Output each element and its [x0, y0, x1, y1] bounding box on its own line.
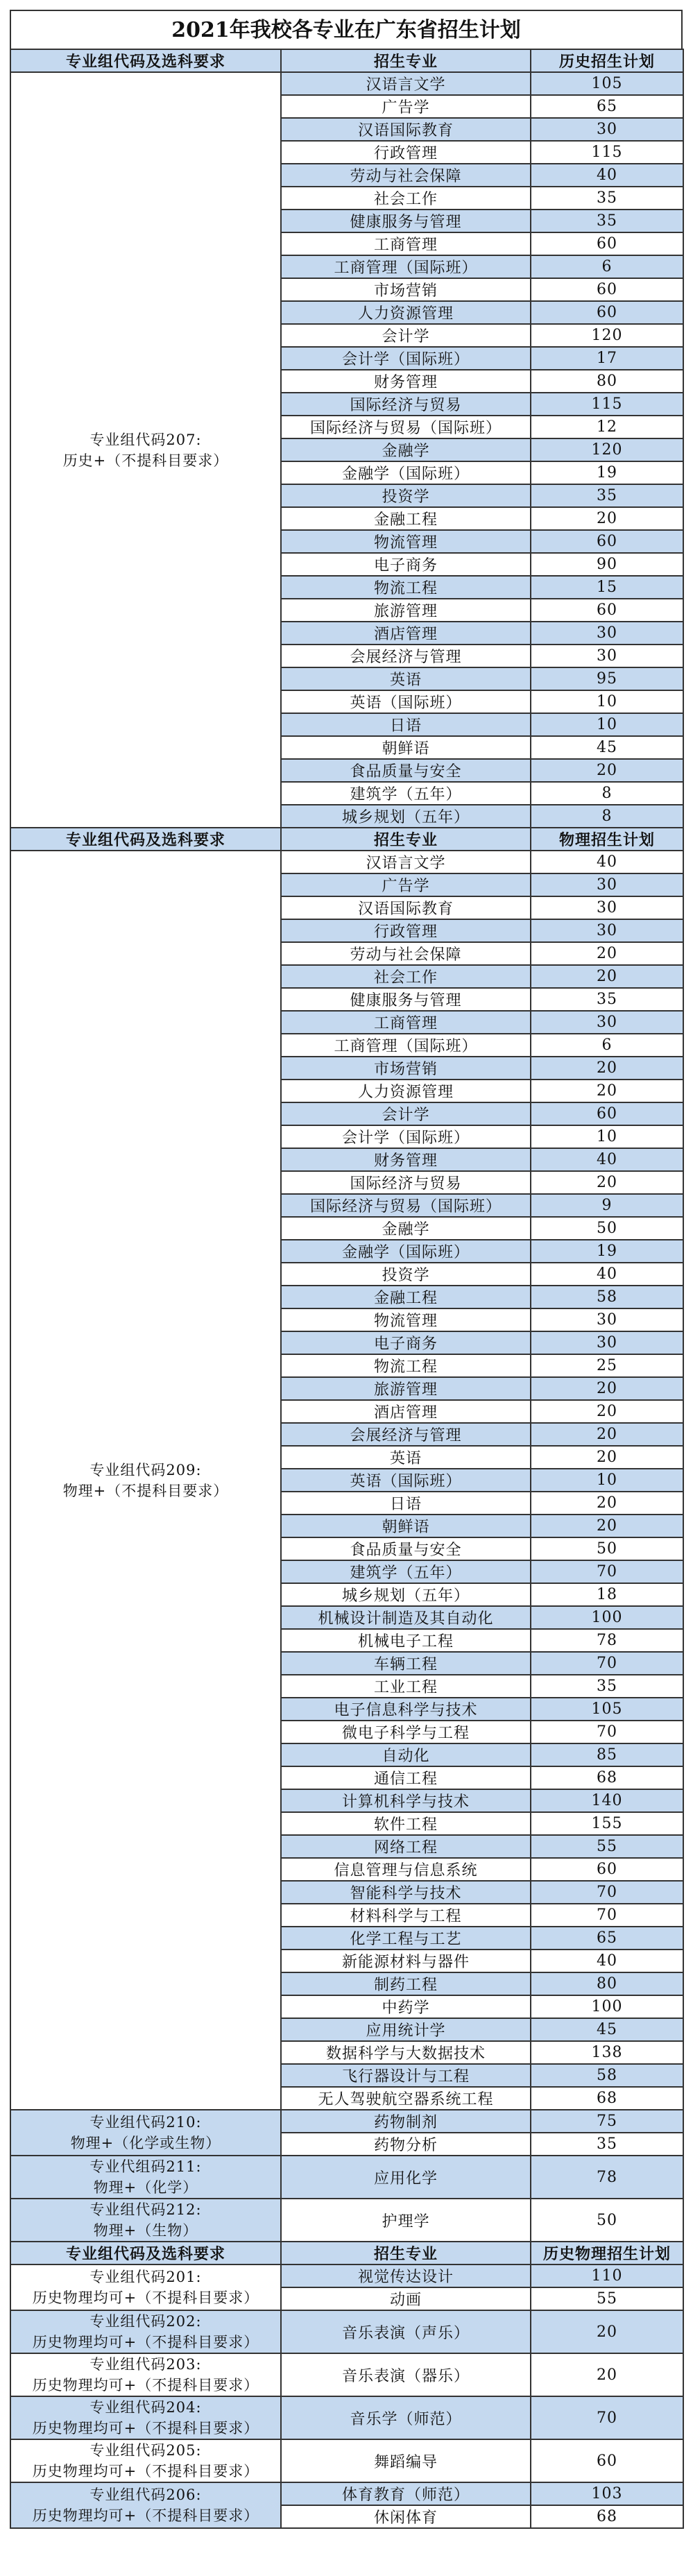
group-code-cell: [10, 2353, 281, 2396]
plan-count-cell: 105: [531, 1698, 683, 1721]
subject-requirement-label: 历史+（不提科目要求）: [62, 452, 229, 469]
major-name-cell: 建筑学（五年）: [281, 1560, 531, 1583]
major-name-cell: 金融工程: [281, 1286, 531, 1308]
major-name-cell: 会展经济与管理: [281, 645, 531, 667]
section-header-row: [10, 828, 683, 851]
plan-count-cell: 55: [531, 1835, 683, 1858]
major-name-cell: 应用统计学: [281, 2018, 531, 2041]
major-name-cell: 社会工作: [281, 965, 531, 988]
major-name-cell: 朝鲜语: [281, 736, 531, 759]
plan-count-cell: 35: [531, 1675, 683, 1698]
plan-column-header: 历史招生计划: [531, 49, 683, 72]
plan-count-cell: 55: [531, 2287, 683, 2310]
major-name-cell: 汉语国际教育: [281, 896, 531, 919]
plan-count-cell: 10: [531, 713, 683, 736]
plan-count-cell: 60: [531, 1102, 683, 1125]
group-code-label: 专业组代码212:: [89, 2201, 202, 2218]
major-name-cell: 广告学: [281, 95, 531, 118]
plan-count-cell: 50: [531, 2199, 683, 2242]
plan-count-cell: 25: [531, 1354, 683, 1377]
major-name-cell: 飞行器设计与工程: [281, 2064, 531, 2087]
major-name-cell: 财务管理: [281, 370, 531, 393]
major-name-cell: 电子商务: [281, 1331, 531, 1354]
plan-count-cell: 140: [531, 1789, 683, 1812]
major-name-cell: 英语（国际班）: [281, 1469, 531, 1492]
plan-count-cell: 70: [531, 1652, 683, 1675]
plan-count-cell: 20: [531, 1171, 683, 1194]
major-name-cell: 健康服务与管理: [281, 988, 531, 1011]
group-code-label: 专业组代码203:: [89, 2356, 202, 2373]
major-name-cell: 工商管理: [281, 232, 531, 255]
plan-count-cell: 20: [531, 1057, 683, 1080]
plan-count-cell: 30: [531, 896, 683, 919]
plan-count-cell: 50: [531, 1217, 683, 1240]
major-name-cell: 物流工程: [281, 1354, 531, 1377]
major-name-cell: 音乐学（师范）: [281, 2396, 531, 2439]
subject-requirement-label: 物理+（不提科目要求）: [62, 1482, 229, 1499]
table-row: [10, 72, 683, 95]
major-name-cell: 护理学: [281, 2199, 531, 2242]
plan-count-cell: 75: [531, 2110, 683, 2133]
plan-count-cell: 30: [531, 919, 683, 942]
plan-count-cell: 120: [531, 438, 683, 461]
plan-count-cell: 65: [531, 1927, 683, 1950]
major-name-cell: 会计学（国际班）: [281, 1125, 531, 1148]
major-name-cell: 计算机科学与技术: [281, 1789, 531, 1812]
major-name-cell: 化学工程与工艺: [281, 1927, 531, 1950]
major-name-cell: 旅游管理: [281, 599, 531, 622]
plan-count-cell: 35: [531, 2133, 683, 2156]
plan-count-cell: 100: [531, 1995, 683, 2018]
major-name-cell: 金融工程: [281, 507, 531, 530]
plan-count-cell: 35: [531, 484, 683, 507]
major-name-cell: 英语（国际班）: [281, 690, 531, 713]
major-name-cell: 药物制剂: [281, 2110, 531, 2133]
major-name-cell: 酒店管理: [281, 1400, 531, 1423]
major-name-cell: 工商管理: [281, 1011, 531, 1034]
plan-count-cell: 20: [531, 1492, 683, 1515]
major-column-header: 招生专业: [281, 49, 531, 72]
admission-plan-document: [10, 10, 683, 2529]
group-code-cell: [10, 2110, 281, 2156]
major-name-cell: 金融学: [281, 438, 531, 461]
plan-count-cell: 115: [531, 393, 683, 416]
major-name-cell: 人力资源管理: [281, 301, 531, 324]
plan-count-cell: 20: [531, 1400, 683, 1423]
major-name-cell: 网络工程: [281, 1835, 531, 1858]
plan-count-cell: 9: [531, 1194, 683, 1217]
plan-count-cell: 20: [531, 965, 683, 988]
plan-count-cell: 40: [531, 1148, 683, 1171]
major-name-cell: 视觉传达设计: [281, 2264, 531, 2287]
plan-count-cell: 103: [531, 2482, 683, 2505]
major-name-cell: 中药学: [281, 1995, 531, 2018]
table-row: [10, 2482, 683, 2505]
group-code-cell: [10, 2264, 281, 2310]
major-name-cell: 机械电子工程: [281, 1629, 531, 1652]
major-name-cell: 物流工程: [281, 576, 531, 599]
section-header-row: [10, 49, 683, 72]
major-name-cell: 自动化: [281, 1743, 531, 1766]
plan-count-cell: 6: [531, 1034, 683, 1057]
plan-count-cell: 30: [531, 1308, 683, 1331]
group-code-label: 专业组代码209:: [89, 1461, 202, 1478]
plan-count-cell: 20: [531, 507, 683, 530]
major-name-cell: 食品质量与安全: [281, 759, 531, 782]
major-name-cell: 酒店管理: [281, 622, 531, 645]
admission-plan-table: [10, 49, 684, 2529]
plan-count-cell: 15: [531, 576, 683, 599]
major-name-cell: 制药工程: [281, 1972, 531, 1995]
group-code-label: 专业代组码211:: [89, 2158, 202, 2175]
plan-count-cell: 60: [531, 301, 683, 324]
plan-count-cell: 60: [531, 530, 683, 553]
plan-count-cell: 20: [531, 1377, 683, 1400]
group-code-cell: [10, 2439, 281, 2482]
plan-count-cell: 80: [531, 370, 683, 393]
major-name-cell: 城乡规划（五年）: [281, 1583, 531, 1606]
plan-count-cell: 35: [531, 210, 683, 232]
major-name-cell: 电子商务: [281, 553, 531, 576]
plan-count-cell: 40: [531, 164, 683, 187]
major-name-cell: 材料科学与工程: [281, 1904, 531, 1927]
plan-count-cell: 40: [531, 851, 683, 873]
major-name-cell: 汉语国际教育: [281, 118, 531, 141]
table-row: [10, 2264, 683, 2287]
plan-column-header: 历史物理招生计划: [531, 2242, 683, 2264]
plan-count-cell: 105: [531, 72, 683, 95]
plan-count-cell: 19: [531, 461, 683, 484]
plan-count-cell: 10: [531, 1469, 683, 1492]
plan-count-cell: 90: [531, 553, 683, 576]
group-code-cell: [10, 2156, 281, 2199]
major-name-cell: 舞蹈编导: [281, 2439, 531, 2482]
table-row: [10, 2156, 683, 2199]
plan-count-cell: 30: [531, 645, 683, 667]
major-name-cell: 会展经济与管理: [281, 1423, 531, 1446]
major-name-cell: 物流管理: [281, 1308, 531, 1331]
group-code-label: 专业组代码210:: [89, 2114, 202, 2131]
plan-count-cell: 6: [531, 255, 683, 278]
major-name-cell: 健康服务与管理: [281, 210, 531, 232]
plan-count-cell: 10: [531, 1125, 683, 1148]
plan-count-cell: 80: [531, 1972, 683, 1995]
group-code-label: 专业组代码204:: [89, 2399, 202, 2416]
plan-count-cell: 40: [531, 1263, 683, 1286]
major-name-cell: 国际经济与贸易（国际班）: [281, 1194, 531, 1217]
plan-count-cell: 100: [531, 1606, 683, 1629]
plan-count-cell: 65: [531, 95, 683, 118]
plan-count-cell: 20: [531, 1515, 683, 1537]
group-code-cell: [10, 2396, 281, 2439]
major-name-cell: 汉语言文学: [281, 851, 531, 873]
plan-count-cell: 58: [531, 1286, 683, 1308]
subject-requirement-label: 历史物理均可+（不提科目要求）: [32, 2507, 259, 2524]
plan-count-cell: 60: [531, 278, 683, 301]
major-name-cell: 体育教育（师范）: [281, 2482, 531, 2505]
major-name-cell: 智能科学与技术: [281, 1881, 531, 1904]
plan-count-cell: 20: [531, 2310, 683, 2353]
major-name-cell: 信息管理与信息系统: [281, 1858, 531, 1881]
document-title: 2021年我校各专业在广东省招生计划: [10, 10, 683, 49]
major-name-cell: 车辆工程: [281, 1652, 531, 1675]
major-name-cell: 国际经济与贸易（国际班）: [281, 416, 531, 438]
plan-count-cell: 85: [531, 1743, 683, 1766]
plan-count-cell: 70: [531, 1904, 683, 1927]
plan-count-cell: 70: [531, 1881, 683, 1904]
major-name-cell: 劳动与社会保障: [281, 164, 531, 187]
major-name-cell: 动画: [281, 2287, 531, 2310]
plan-count-cell: 60: [531, 2439, 683, 2482]
group-code-label: 专业组代码201:: [89, 2269, 202, 2285]
major-name-cell: 金融学（国际班）: [281, 1240, 531, 1263]
subject-requirement-label: 历史物理均可+（不提科目要求）: [32, 2334, 259, 2351]
group-column-header: 专业组代码及选科要求: [10, 2242, 281, 2264]
plan-count-cell: 30: [531, 873, 683, 896]
major-name-cell: 建筑学（五年）: [281, 782, 531, 805]
major-name-cell: 工商管理（国际班）: [281, 255, 531, 278]
plan-column-header: 物理招生计划: [531, 828, 683, 851]
plan-count-cell: 35: [531, 988, 683, 1011]
major-name-cell: 市场营销: [281, 278, 531, 301]
table-row: [10, 2396, 683, 2439]
table-row: [10, 2439, 683, 2482]
plan-count-cell: 155: [531, 1812, 683, 1835]
major-name-cell: 会计学: [281, 324, 531, 347]
major-name-cell: 会计学（国际班）: [281, 347, 531, 370]
plan-count-cell: 30: [531, 622, 683, 645]
plan-count-cell: 95: [531, 667, 683, 690]
plan-count-cell: 30: [531, 1011, 683, 1034]
plan-count-cell: 60: [531, 1858, 683, 1881]
major-name-cell: 通信工程: [281, 1766, 531, 1789]
plan-count-cell: 40: [531, 1950, 683, 1972]
major-name-cell: 会计学: [281, 1102, 531, 1125]
table-row: [10, 2110, 683, 2133]
plan-count-cell: 35: [531, 187, 683, 210]
major-name-cell: 行政管理: [281, 919, 531, 942]
major-name-cell: 电子信息科学与技术: [281, 1698, 531, 1721]
major-name-cell: 药物分析: [281, 2133, 531, 2156]
group-code-cell: [10, 2310, 281, 2353]
group-code-cell: [10, 2482, 281, 2528]
major-name-cell: 日语: [281, 1492, 531, 1515]
plan-count-cell: 8: [531, 805, 683, 828]
group-code-label: 专业组代码207:: [89, 431, 202, 448]
subject-requirement-label: 历史物理均可+（不提科目要求）: [32, 2289, 259, 2306]
plan-count-cell: 78: [531, 1629, 683, 1652]
major-name-cell: 软件工程: [281, 1812, 531, 1835]
group-code-label: 专业组代码202:: [89, 2313, 202, 2330]
major-name-cell: 工商管理（国际班）: [281, 1034, 531, 1057]
plan-count-cell: 17: [531, 347, 683, 370]
major-name-cell: 物流管理: [281, 530, 531, 553]
group-code-cell: [10, 72, 281, 828]
plan-count-cell: 60: [531, 232, 683, 255]
plan-count-cell: 12: [531, 416, 683, 438]
major-name-cell: 劳动与社会保障: [281, 942, 531, 965]
plan-count-cell: 68: [531, 1766, 683, 1789]
plan-count-cell: 30: [531, 118, 683, 141]
table-row: [10, 2199, 683, 2242]
major-name-cell: 日语: [281, 713, 531, 736]
major-name-cell: 食品质量与安全: [281, 1537, 531, 1560]
table-row: [10, 851, 683, 873]
major-name-cell: 微电子科学与工程: [281, 1721, 531, 1743]
group-column-header: 专业组代码及选科要求: [10, 49, 281, 72]
major-name-cell: 广告学: [281, 873, 531, 896]
major-name-cell: 机械设计制造及其自动化: [281, 1606, 531, 1629]
major-name-cell: 数据科学与大数据技术: [281, 2041, 531, 2064]
table-row: [10, 2353, 683, 2396]
major-name-cell: 国际经济与贸易: [281, 393, 531, 416]
plan-count-cell: 45: [531, 736, 683, 759]
table-row: [10, 2310, 683, 2353]
major-name-cell: 音乐表演（器乐）: [281, 2353, 531, 2396]
group-code-cell: [10, 2199, 281, 2242]
major-name-cell: 休闲体育: [281, 2505, 531, 2528]
subject-requirement-label: 历史物理均可+（不提科目要求）: [32, 2420, 259, 2437]
group-code-label: 专业组代码206:: [89, 2487, 202, 2503]
major-name-cell: 社会工作: [281, 187, 531, 210]
major-name-cell: 汉语言文学: [281, 72, 531, 95]
major-name-cell: 财务管理: [281, 1148, 531, 1171]
major-name-cell: 投资学: [281, 1263, 531, 1286]
major-name-cell: 市场营销: [281, 1057, 531, 1080]
major-name-cell: 英语: [281, 667, 531, 690]
plan-count-cell: 50: [531, 1537, 683, 1560]
major-name-cell: 新能源材料与器件: [281, 1950, 531, 1972]
plan-count-cell: 58: [531, 2064, 683, 2087]
plan-count-cell: 110: [531, 2264, 683, 2287]
major-name-cell: 投资学: [281, 484, 531, 507]
plan-count-cell: 60: [531, 599, 683, 622]
major-name-cell: 旅游管理: [281, 1377, 531, 1400]
major-column-header: 招生专业: [281, 2242, 531, 2264]
major-name-cell: 国际经济与贸易: [281, 1171, 531, 1194]
plan-count-cell: 120: [531, 324, 683, 347]
major-name-cell: 音乐表演（声乐）: [281, 2310, 531, 2353]
major-name-cell: 应用化学: [281, 2156, 531, 2199]
major-name-cell: 英语: [281, 1446, 531, 1469]
plan-count-cell: 10: [531, 690, 683, 713]
plan-count-cell: 115: [531, 141, 683, 164]
group-code-label: 专业组代码205:: [89, 2442, 202, 2459]
subject-requirement-label: 物理+（生物）: [93, 2222, 198, 2239]
plan-count-cell: 20: [531, 759, 683, 782]
plan-count-cell: 70: [531, 1560, 683, 1583]
subject-requirement-label: 历史物理均可+（不提科目要求）: [32, 2377, 259, 2394]
plan-count-cell: 18: [531, 1583, 683, 1606]
plan-count-cell: 19: [531, 1240, 683, 1263]
major-name-cell: 人力资源管理: [281, 1080, 531, 1102]
major-name-cell: 金融学（国际班）: [281, 461, 531, 484]
plan-count-cell: 20: [531, 2353, 683, 2396]
plan-count-cell: 8: [531, 782, 683, 805]
plan-count-cell: 70: [531, 1721, 683, 1743]
subject-requirement-label: 历史物理均可+（不提科目要求）: [32, 2463, 259, 2480]
major-name-cell: 朝鲜语: [281, 1515, 531, 1537]
subject-requirement-label: 物理+（化学或生物）: [70, 2135, 221, 2151]
major-name-cell: 金融学: [281, 1217, 531, 1240]
plan-count-cell: 20: [531, 1080, 683, 1102]
plan-count-cell: 45: [531, 2018, 683, 2041]
group-column-header: 专业组代码及选科要求: [10, 828, 281, 851]
major-name-cell: 无人驾驶航空器系统工程: [281, 2087, 531, 2110]
section-header-row: [10, 2242, 683, 2264]
subject-requirement-label: 物理+（化学）: [93, 2179, 198, 2196]
plan-count-cell: 20: [531, 942, 683, 965]
plan-count-cell: 68: [531, 2505, 683, 2528]
major-name-cell: 城乡规划（五年）: [281, 805, 531, 828]
plan-count-cell: 78: [531, 2156, 683, 2199]
plan-count-cell: 68: [531, 2087, 683, 2110]
plan-count-cell: 30: [531, 1331, 683, 1354]
plan-count-cell: 70: [531, 2396, 683, 2439]
major-name-cell: 工业工程: [281, 1675, 531, 1698]
major-column-header: 招生专业: [281, 828, 531, 851]
plan-count-cell: 138: [531, 2041, 683, 2064]
group-code-cell: [10, 851, 281, 2110]
major-name-cell: 行政管理: [281, 141, 531, 164]
plan-count-cell: 20: [531, 1423, 683, 1446]
plan-count-cell: 20: [531, 1446, 683, 1469]
